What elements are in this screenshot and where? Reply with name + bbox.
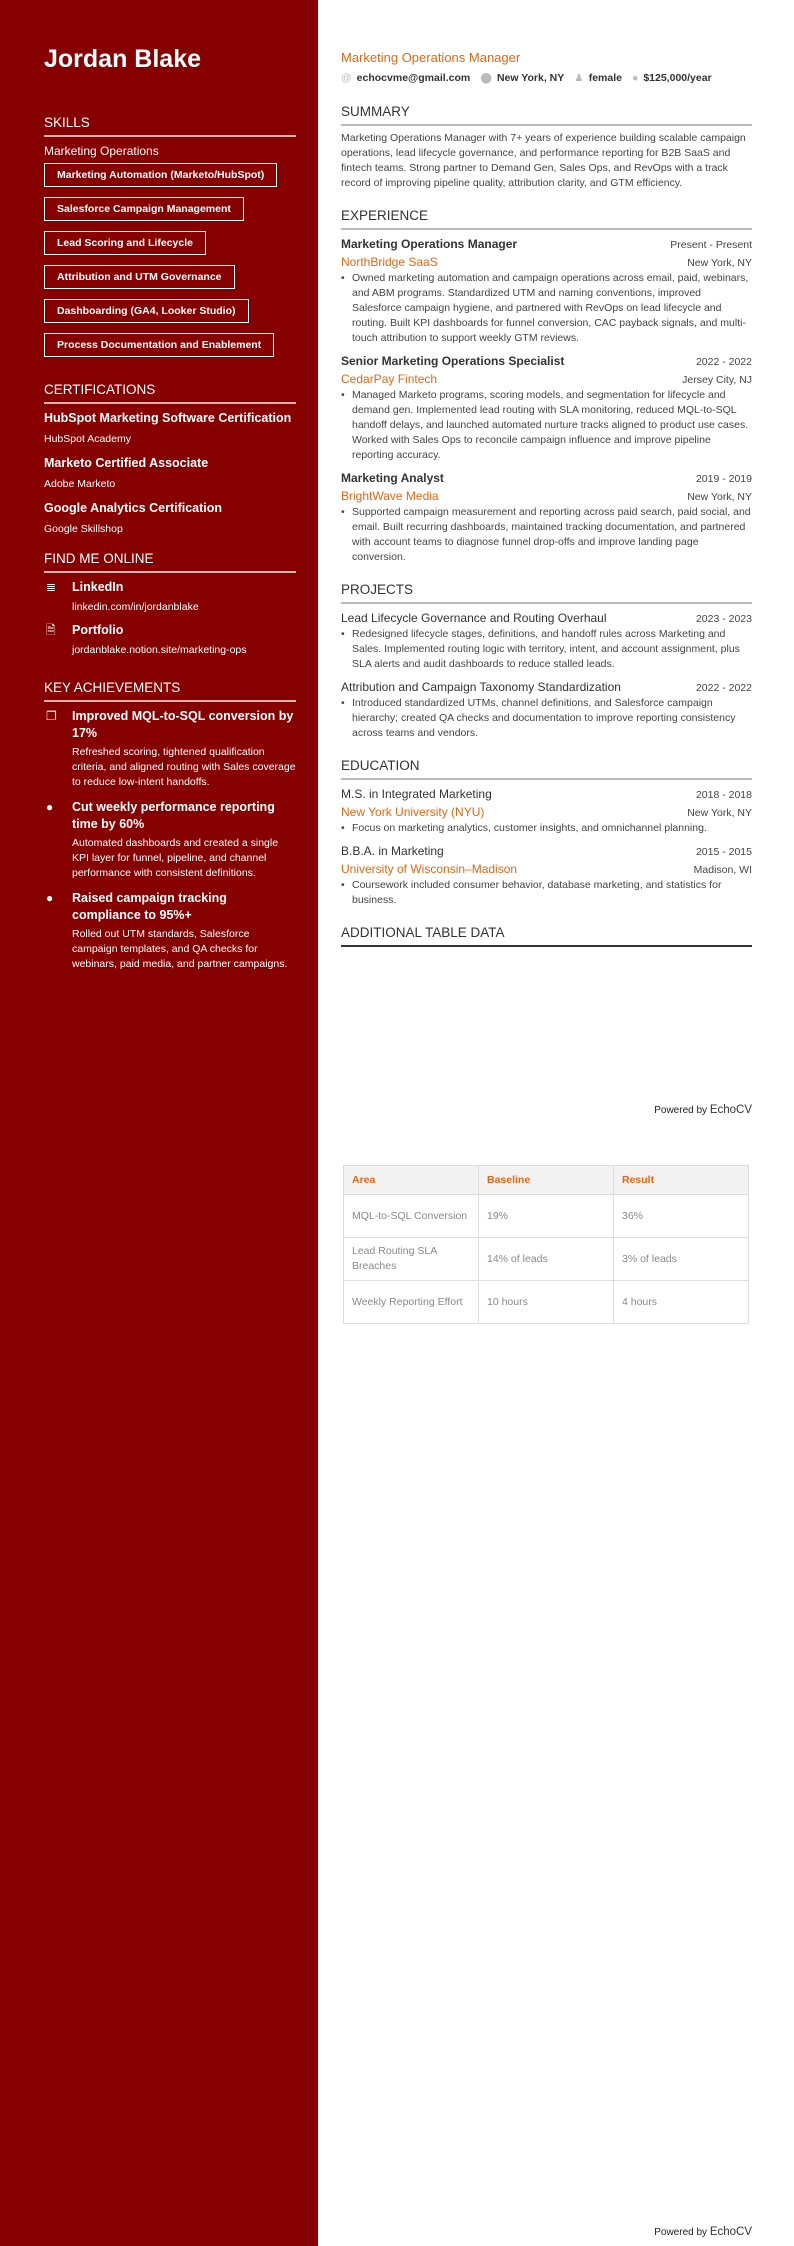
contact-bar <box>341 71 752 85</box>
entry-title: Attribution and Campaign Taxonomy Standardization <box>341 680 621 694</box>
entry-dates: 2015 - 2015 <box>695 846 752 858</box>
entry-header <box>341 785 752 803</box>
table-cell: 36% <box>614 1195 749 1238</box>
entry-header <box>341 609 752 627</box>
entry-dates: 2019 - 2019 <box>695 473 752 485</box>
entry-location: Jersey City, NJ <box>682 374 752 386</box>
experience-entry <box>341 352 752 463</box>
entry-organization: BrightWave Media <box>341 489 439 503</box>
entry-title: Lead Lifecycle Governance and Routing Overhaul <box>341 611 607 625</box>
table-header-row <box>344 1166 749 1195</box>
summary-heading: SUMMARY <box>341 103 752 126</box>
entry-header <box>341 352 752 370</box>
entry-location: New York, NY <box>687 257 752 269</box>
contact-item <box>341 71 470 85</box>
online-heading: FIND ME ONLINE <box>44 550 296 573</box>
achievement-text <box>72 890 296 981</box>
entry-bullet: • Supported campaign measurement and reporting across paid search, paid social, and email. Built recurring dashboards, maintained tracking documentation, and partnered with account teams to diagnose funnel drop-offs and improve landing page conversion. <box>341 505 752 565</box>
education-entry <box>341 842 752 908</box>
table-header-cell: Area <box>344 1166 479 1195</box>
table-cell: 14% of leads <box>479 1238 614 1281</box>
skill-chip: Lead Scoring and Lifecycle <box>44 231 206 255</box>
entry-location: New York, NY <box>687 491 752 503</box>
achievement-text <box>72 708 296 799</box>
table-header-cell: Result <box>614 1166 749 1195</box>
badge-icon: ● <box>46 891 54 905</box>
online-text <box>72 622 247 665</box>
contact-item <box>480 71 564 85</box>
table-cell: 10 hours <box>479 1281 614 1324</box>
table-cell: 4 hours <box>614 1281 749 1324</box>
linkedin-icon[interactable]: ≣ <box>46 580 57 594</box>
entry-bullet: • Focus on marketing analytics, customer insights, and omnichannel planning. <box>341 821 752 836</box>
entry-bullets <box>341 388 752 463</box>
online-section <box>44 550 296 665</box>
cert-title: HubSpot Marketing Software Certification <box>44 411 292 425</box>
achievement-title: Improved MQL-to-SQL conversion by 17% <box>72 709 294 740</box>
online-link-item[interactable] <box>44 579 296 622</box>
achievement-title: Raised campaign tracking compliance to 95%+ <box>72 891 227 922</box>
entry-dates: 2018 - 2018 <box>695 789 752 801</box>
powered-by-footer <box>654 2226 752 2238</box>
entry-header <box>341 842 752 860</box>
entry-subheader <box>341 370 752 388</box>
entry-bullets <box>341 878 752 908</box>
cert-title: Marketo Certified Associate <box>44 456 209 470</box>
entry-dates: 2022 - 2022 <box>695 682 752 694</box>
skill-chip: Dashboarding (GA4, Looker Studio) <box>44 299 249 323</box>
entry-bullet: • Owned marketing automation and campaign operations across email, paid, webinars, and ABM programs. Standardized UTM and naming conventions, improved Salesforce campaign hygiene, and partnered with RevOps on lead lifecycle and routing. Built KPI dashboards for funnel conversion, CAC payback signals, and multi-touch attribution to support weekly GTM reviews. <box>341 271 752 346</box>
location-icon: ⬤ <box>480 72 492 84</box>
entry-header <box>341 235 752 253</box>
skills-section <box>44 114 296 367</box>
table-cell: Lead Routing SLA Breaches <box>344 1238 479 1281</box>
brand-name: EchoCV <box>709 1104 752 1116</box>
entry-bullets <box>341 696 752 741</box>
online-text <box>72 579 199 622</box>
experience-section <box>341 207 752 565</box>
education-section <box>341 757 752 908</box>
entry-subheader <box>341 253 752 271</box>
achievement-text <box>72 799 296 890</box>
entry-subheader <box>341 487 752 505</box>
job-title: Marketing Operations Manager <box>341 50 521 65</box>
entry-header <box>341 469 752 487</box>
entry-location: Madison, WI <box>693 864 752 876</box>
entry-bullets <box>341 627 752 672</box>
contact-item <box>632 71 712 85</box>
powered-by-label: Powered by <box>654 2227 708 2238</box>
person-icon: ♟ <box>574 72 584 84</box>
candidate-name: Jordan Blake <box>44 45 202 73</box>
projects-heading: PROJECTS <box>341 581 752 604</box>
entry-location: New York, NY <box>687 807 752 819</box>
achievements-section <box>44 679 296 981</box>
education-heading: EDUCATION <box>341 757 752 780</box>
skill-chip: Attribution and UTM Governance <box>44 265 235 289</box>
table-cell: 19% <box>479 1195 614 1238</box>
certifications-section <box>44 381 296 536</box>
achievement-desc: Refreshed scoring, tightened qualification criteria, and aligned routing with Sales coverage to reduce low-intent handoffs. <box>72 746 296 788</box>
entry-subheader <box>341 803 752 821</box>
main-content <box>341 49 752 952</box>
entry-bullets <box>341 271 752 346</box>
entry-title: Marketing Analyst <box>341 471 444 485</box>
table-header-cell: Baseline <box>479 1166 614 1195</box>
contact-text: $125,000/year <box>643 72 712 84</box>
entry-bullets <box>341 821 752 836</box>
table-cell: Weekly Reporting Effort <box>344 1281 479 1324</box>
experience-entry <box>341 469 752 565</box>
powered-by <box>654 1104 752 1116</box>
portfolio-file-icon: 🗎 <box>46 623 56 637</box>
skills-heading: SKILLS <box>44 114 296 137</box>
entry-bullet: • Redesigned lifecycle stages, definitions, and handoff rules across Marketing and Sales. Implemented routing logic with territory, intent, and account assignment, plus SLA alerts and audit dashboards to reduce stalled leads. <box>341 627 752 672</box>
contact-text: female <box>588 72 622 84</box>
additional-data-table <box>343 1165 749 1324</box>
entry-bullet: • Managed Marketo programs, scoring models, and segmentation for lifecycle and demand gen. Implemented lead routing with SLA monitoring, reduced MQL-to-SQL handoff delays, and launched automated nurture tracks aligned to product use cases. Worked with Sales Ops to reconcile campaign influence and improve pipeline reporting accuracy. <box>341 388 752 463</box>
achievement-item <box>44 708 296 799</box>
online-link-label[interactable]: LinkedIn <box>72 580 124 594</box>
email-icon: @ <box>341 72 352 84</box>
cert-issuer: Adobe Marketo <box>44 478 116 490</box>
cert-issuer: Google Skillshop <box>44 523 123 535</box>
table-row <box>344 1195 749 1238</box>
table-cell: MQL-to-SQL Conversion <box>344 1195 479 1238</box>
table-heading: ADDITIONAL TABLE DATA <box>341 924 752 947</box>
powered-by-label: Powered by <box>654 1105 708 1116</box>
online-link-url[interactable]: jordanblake.notion.site/marketing-ops <box>72 644 247 656</box>
entry-title: M.S. in Integrated Marketing <box>341 787 492 801</box>
experience-entry <box>341 235 752 346</box>
projects-entry <box>341 609 752 672</box>
skill-chip: Salesforce Campaign Management <box>44 197 244 221</box>
table-cell: 3% of leads <box>614 1238 749 1281</box>
summary-text: Marketing Operations Manager with 7+ years of experience building scalable campaign operations, lead lifecycle governance, and performance reporting for B2B SaaS and fintech teams. Strong partner to Demand Gen, Sales Ops, and RevOps with a track record of improving pipeline quality, attribution clarity, and GTM efficiency. <box>341 132 746 189</box>
entry-title: Marketing Operations Manager <box>341 237 518 251</box>
brand-name: EchoCV <box>709 2226 752 2238</box>
contact-text: New York, NY <box>496 72 565 84</box>
online-link-url[interactable]: linkedin.com/in/jordanblake <box>72 601 199 613</box>
more-dots-icon: ● <box>46 800 54 814</box>
projects-entry <box>341 678 752 741</box>
achievement-item <box>44 799 296 890</box>
sidebar <box>0 0 318 2246</box>
entry-organization: NorthBridge SaaS <box>341 255 438 269</box>
entry-header <box>341 678 752 696</box>
achievement-title: Cut weekly performance reporting time by 60% <box>72 800 275 831</box>
achievement-desc: Automated dashboards and created a single KPI layer for funnel, pipeline, and channel performance with consistent definitions. <box>72 837 279 879</box>
education-entry <box>341 785 752 836</box>
achievements-heading: KEY ACHIEVEMENTS <box>44 679 296 702</box>
salary-icon: ● <box>631 72 639 84</box>
documents-icon: ❐ <box>46 709 57 723</box>
skill-chip: Process Documentation and Enablement <box>44 333 274 357</box>
certifications-heading: CERTIFICATIONS <box>44 381 296 404</box>
entry-dates: 2022 - 2022 <box>695 356 752 368</box>
summary-section <box>341 103 752 191</box>
entry-subheader <box>341 860 752 878</box>
entry-bullets <box>341 505 752 565</box>
table-row <box>344 1238 749 1281</box>
cert-title: Google Analytics Certification <box>44 501 223 515</box>
contact-text: echocvme@gmail.com <box>356 72 471 84</box>
entry-organization: University of Wisconsin–Madison <box>341 862 518 876</box>
entry-bullet: • Coursework included consumer behavior, database marketing, and statistics for business. <box>341 878 752 908</box>
entry-dates: Present - Present <box>670 239 752 251</box>
achievement-item <box>44 890 296 981</box>
table-row <box>344 1281 749 1324</box>
achievement-desc: Rolled out UTM standards, Salesforce campaign templates, and QA checks for webinars, paid media, and partner campaigns. <box>72 928 288 970</box>
skill-chip: Marketing Automation (Marketo/HubSpot) <box>44 163 277 187</box>
entry-dates: 2023 - 2023 <box>695 613 752 625</box>
online-link-item[interactable] <box>44 622 296 665</box>
skill-group-label: Marketing Operations <box>44 144 159 158</box>
entry-title: B.B.A. in Marketing <box>341 844 444 858</box>
online-link-label[interactable]: Portfolio <box>72 623 124 637</box>
experience-heading: EXPERIENCE <box>341 207 752 230</box>
entry-bullet: • Introduced standardized UTMs, channel definitions, and Salesforce campaign hierarchy; created QA checks and documentation to improve reporting consistency across teams and vendors. <box>341 696 752 741</box>
contact-item <box>574 71 622 85</box>
projects-section <box>341 581 752 741</box>
entry-title: Senior Marketing Operations Specialist <box>341 354 565 368</box>
entry-organization: New York University (NYU) <box>341 805 485 819</box>
entry-organization: CedarPay Fintech <box>341 372 438 386</box>
cert-issuer: HubSpot Academy <box>44 433 131 445</box>
